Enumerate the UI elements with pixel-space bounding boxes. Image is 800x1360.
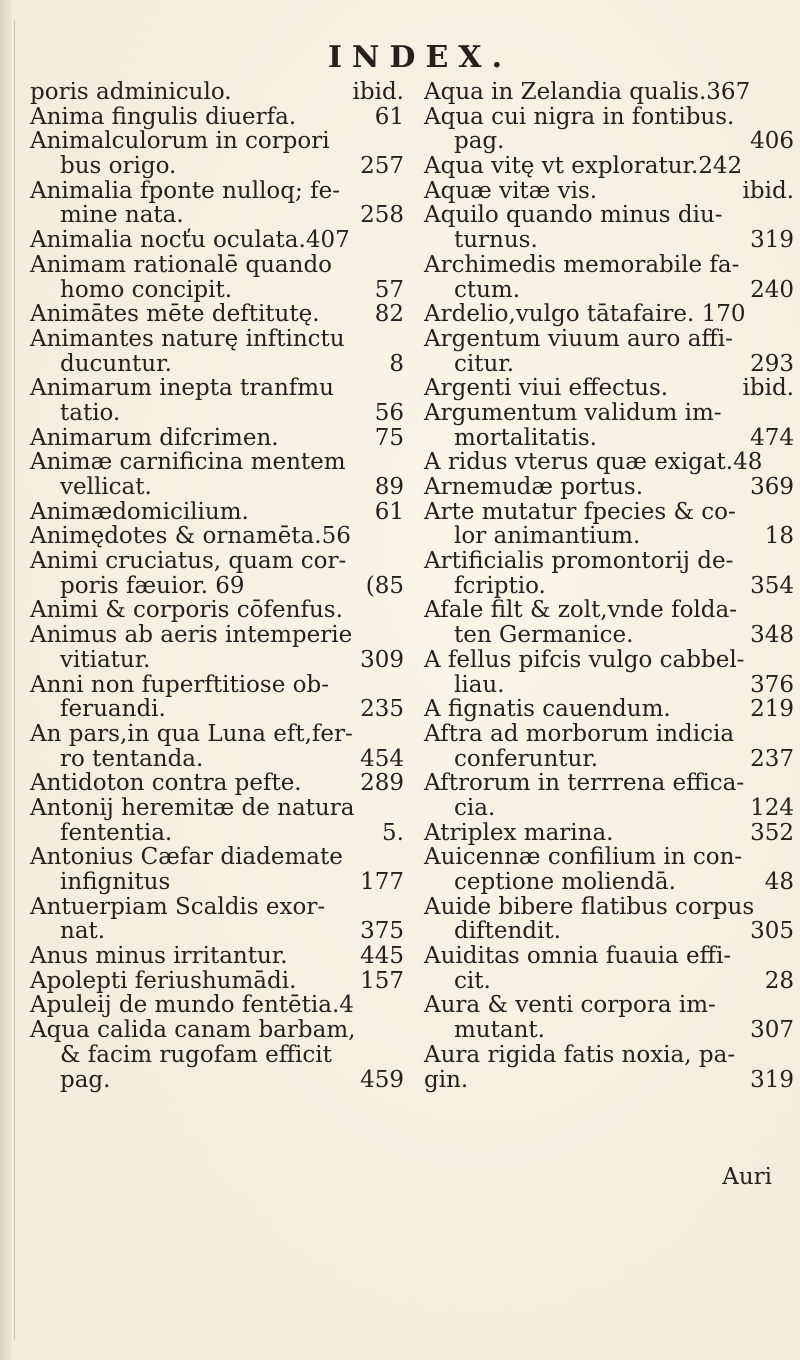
index-entry-text: Animalia fponte nulloq; fe- [30,177,340,204]
index-entry-line [424,352,800,377]
index-entry-page: 309 [360,646,404,673]
index-entry-text: A ridus vterus quæ exigat.48 [424,449,763,476]
index-entry-line [30,228,410,253]
index-entry-text: poris adminiculo. [30,79,232,105]
index-entry-line [30,919,410,944]
index-entry-page: 8 [389,350,404,377]
index-entry-line [424,105,800,130]
index-entry-text: Auicennæ confilium in con- [424,844,743,871]
index-entry-page: 454 [360,745,404,772]
index-entry-page: 18 [764,523,794,550]
index-entry-line [30,302,410,327]
index-entry-line [424,598,800,623]
index-entry-text: Aura & venti corpora im- [424,992,716,1019]
index-entry-line [30,179,410,204]
index-entry-line [30,623,410,648]
page-header: INDEX. [327,40,513,75]
index-entry-page: 354 [750,572,794,599]
index-entry-line [30,673,410,698]
index-entry-line [424,574,800,599]
index-entry-text: citur. [454,350,515,377]
index-entry-line [424,129,800,154]
index-entry-page: 459 [360,1066,404,1093]
index-entry-line [30,796,410,821]
index-entry-line [424,253,800,278]
index-entry-line [30,845,410,870]
index-entry-text: Auide bibere flatibus corpus [424,893,755,920]
index-entry-line [424,302,800,327]
index-entry-text: lor animantium. [454,523,641,550]
index-entry-line [424,845,800,870]
index-entry-text: fcriptio. [454,572,546,599]
index-entry-line [424,870,800,895]
index-entry-line [424,623,800,648]
index-entry-text: diftendit. [454,918,561,945]
catchword: Auri [722,1164,772,1190]
index-entry-line [424,993,800,1018]
index-entry-text: vellicat. [60,474,152,500]
index-entry-text: Auiditas omnia fuauia effi- [424,943,732,970]
index-entry-text: Antuerpiam Scaldis exor- [30,893,326,920]
index-entry-line [30,969,410,994]
index-entry-page: (85 [365,572,404,599]
index-entry-page: ibid. [742,375,794,402]
index-entry-page: 5. [382,819,404,846]
index-entry-line [30,450,410,475]
index-entry-line [30,648,410,673]
index-entry-page: 348 [750,622,794,649]
index-entry-line [424,895,800,920]
index-entry-line [424,376,800,401]
index-entry-text: Animæ carnificina mentem [30,449,346,476]
index-entry-text: Aura rigida fatis noxia, pa- [424,1041,736,1068]
index-entry-line [424,327,800,352]
index-entry-text: Aftra ad morborum indicia [424,720,735,747]
index-entry-line [30,475,410,500]
index-entry-text: Animalia nocťu oculata.407 [30,227,350,254]
index-entry-line [424,673,800,698]
index-entry-text: Aqua calida canam barbam, [30,1017,356,1044]
index-entry-text: Animædomicilium. [30,498,249,525]
index-entry-text: An pars,in qua Luna eft,fer- [30,720,353,747]
index-entry-line [424,821,800,846]
index-entry-page: 474 [750,424,794,451]
index-entry-page: 375 [360,918,404,945]
index-entry-text: nat. [60,918,106,945]
index-entry-page: ibid. [742,177,794,204]
index-entry-line [30,154,410,179]
index-entry-text: Aqua cui nigra in fontibus. [424,103,735,130]
index-entry-text: bus origo. [60,153,177,180]
index-entry-line [30,993,410,1018]
index-entry-text: Animędotes & ornamēta.56 [30,523,351,550]
index-entry-line [30,1018,410,1043]
index-entry-text: Aftrorum in terrrena effica- [424,770,745,797]
index-entry-text: mortalitatis. [454,424,597,451]
index-entry-text: Apolepti feriushumādi. [30,967,297,994]
index-entry-line [30,376,410,401]
binding-line [14,20,15,1340]
index-entry-line [30,870,410,895]
index-entry-text: Arte mutatur fpecies & co- [424,498,736,525]
index-entry-text: Animātes mēte deftitutę. [30,301,320,328]
index-entry-line [30,105,410,130]
index-entry-text: & facim rugofam efficit [60,1041,332,1068]
index-entry-text: ctum. [454,276,521,303]
index-entry-page: 177 [360,869,404,895]
index-entry-text: Animam rationalē quando [30,251,333,278]
index-entry-line [424,154,800,179]
index-entry-page: 240 [750,276,794,303]
index-entry-page: 235 [360,696,404,723]
index-entry-text: fententia. [60,819,173,846]
index-entry-line [424,722,800,747]
index-entry-text: ro tentanda. [60,745,204,772]
index-entry-text: Ardelio,vulgo tātafaire. 170 [424,301,746,328]
page-gutter [0,0,12,1360]
index-entry-line [424,228,800,253]
index-entry-line [424,475,800,500]
index-entry-page: 61 [374,498,404,525]
index-entry-page: 258 [360,202,404,229]
index-entry-text: cia. [454,794,496,821]
index-entry-line [424,969,800,994]
index-entry-line [30,524,410,549]
index-entry-line [30,944,410,969]
index-entry-page: 319 [750,227,794,254]
index-entry-page: 376 [750,671,794,698]
index-entry-line [30,821,410,846]
index-entry-text: pag. [454,128,505,155]
index-entry-text: vitiatur. [60,646,151,673]
index-entry-page: 293 [750,350,794,377]
index-entry-page: 305 [750,918,794,945]
index-column-left [30,80,410,1092]
index-entry-page: 157 [360,967,404,994]
index-entry-text: gin. [424,1066,469,1093]
index-entry-line [30,80,410,105]
index-entry-line [424,919,800,944]
index-entry-text: feruandi. [60,696,166,723]
index-entry-page: 28 [764,967,794,994]
index-entry-line [30,401,410,426]
index-entry-text: homo concipit. [60,276,233,303]
index-entry-line [30,426,410,451]
index-entry-text: Afale filt & zolt,vnde folda- [424,597,737,624]
index-entry-text: Argumentum validum im- [424,399,722,426]
index-entry-text: A fellus pifcis vulgo cabbel- [424,646,745,673]
index-entry-line [424,697,800,722]
index-entry-text: Anima fingulis diuerfa. [30,103,297,130]
index-entry-text: Animantes naturę inftinctu [30,325,345,352]
index-entry-line [424,1068,800,1093]
index-entry-page: 89 [374,474,404,500]
index-entry-line [424,80,800,105]
index-entry-page: 237 [750,745,794,772]
index-entry-page: 406 [750,128,794,155]
index-entry-line [30,1043,410,1068]
index-entry-page: 319 [750,1066,794,1093]
index-entry-line [30,771,410,796]
index-entry-page: 369 [750,474,794,500]
index-entry-page: 352 [750,819,794,846]
index-entry-text: Antonius Cæfar diademate [30,844,343,871]
index-entry-line [424,1043,800,1068]
index-entry-line [30,203,410,228]
index-entry-text: infignitus [60,869,171,895]
index-entry-text: Argenti viui effectus. [424,375,669,402]
index-entry-text: Animi cruciatus, quam cor- [30,548,347,575]
index-entry-text: Argentum viuum auro affi- [424,325,733,352]
index-entry-text: liau. [454,671,505,698]
index-entry-line [424,401,800,426]
index-entry-line [30,253,410,278]
index-entry-page: 75 [374,424,404,451]
index-entry-line [30,327,410,352]
index-entry-text: Aquilo quando minus diu- [424,202,723,229]
index-entry-line [424,450,800,475]
index-entry-text: pag. [60,1066,111,1093]
index-entry-text: Artificialis promontorij de- [424,548,734,575]
index-entry-line [424,203,800,228]
index-entry-line [30,598,410,623]
index-entry-line [30,278,410,303]
index-entry-text: Animi & corporis cōfenfus. [30,597,343,624]
index-entry-text: Antidoton contra pefte. [30,770,302,797]
index-entry-line [30,129,410,154]
index-entry-line [30,500,410,525]
index-entry-page: ibid. [352,79,404,105]
index-entry-line [30,747,410,772]
index-entry-line [424,278,800,303]
index-entry-text: tatio. [60,399,121,426]
index-entry-text: Aqua vitę vt exploratur.242 [424,153,743,180]
index-entry-page: 82 [374,301,404,328]
index-entry-text: Anni non fuperftitiose ob- [30,671,329,698]
index-entry-line [424,944,800,969]
index-entry-page: 307 [750,1017,794,1044]
index-entry-text: Arnemudæ portus. [424,474,644,500]
index-entry-line [30,722,410,747]
index-entry-page: 219 [750,696,794,723]
index-entry-text: Animus ab aeris intemperie [30,622,353,649]
index-entry-page: 56 [374,399,404,426]
index-entry-text: Antonij heremitæ de natura [30,794,355,821]
index-entry-line [30,574,410,599]
index-entry-text: Animalculorum in corpori [30,128,330,155]
index-entry-text: ducuntur. [60,350,172,377]
index-entry-text: Apuleij de mundo fentētia.4 [30,992,354,1019]
index-entry-text: Atriplex marina. [424,819,614,846]
index-entry-page: 48 [764,869,794,895]
index-entry-line [424,1018,800,1043]
index-entry-page: 289 [360,770,404,797]
index-entry-text: mine nata. [60,202,184,229]
index-entry-line [424,179,800,204]
index-entry-text: Archimedis memorabile fa- [424,251,740,278]
index-entry-line [30,549,410,574]
index-entry-page: 257 [360,153,404,180]
index-entry-text: Animarum difcrimen. [30,424,279,451]
index-entry-text: mutant. [454,1017,545,1044]
index-entry-line [424,747,800,772]
index-entry-text: A fignatis cauendum. [424,696,671,723]
index-entry-line [424,426,800,451]
index-entry-text: ten Germanice. [454,622,634,649]
index-entry-line [30,895,410,920]
index-entry-page: 445 [360,943,404,970]
index-entry-text: Animarum inepta tranfmu [30,375,334,402]
index-entry-line [424,500,800,525]
index-entry-text: turnus. [454,227,538,254]
index-entry-line [424,648,800,673]
index-entry-text: cit. [454,967,491,994]
index-entry-line [30,352,410,377]
index-entry-page: 124 [750,794,794,821]
index-entry-text: Aqua in Zelandia qualis.367 [424,79,751,105]
index-entry-text: conferuntur. [454,745,599,772]
index-column-right [424,80,800,1092]
index-entry-line [424,524,800,549]
index-entry-text: Aquæ vitæ vis. [424,177,598,204]
index-entry-text: poris fæuior. 69 [60,572,245,599]
index-entry-line [424,549,800,574]
index-entry-text: ceptione moliendā. [454,869,676,895]
index-entry-line [30,697,410,722]
index-entry-line [424,796,800,821]
index-entry-text: Anus minus irritantur. [30,943,288,970]
index-entry-line [30,1068,410,1093]
index-entry-line [424,771,800,796]
index-entry-page: 57 [374,276,404,303]
index-entry-page: 61 [374,103,404,130]
